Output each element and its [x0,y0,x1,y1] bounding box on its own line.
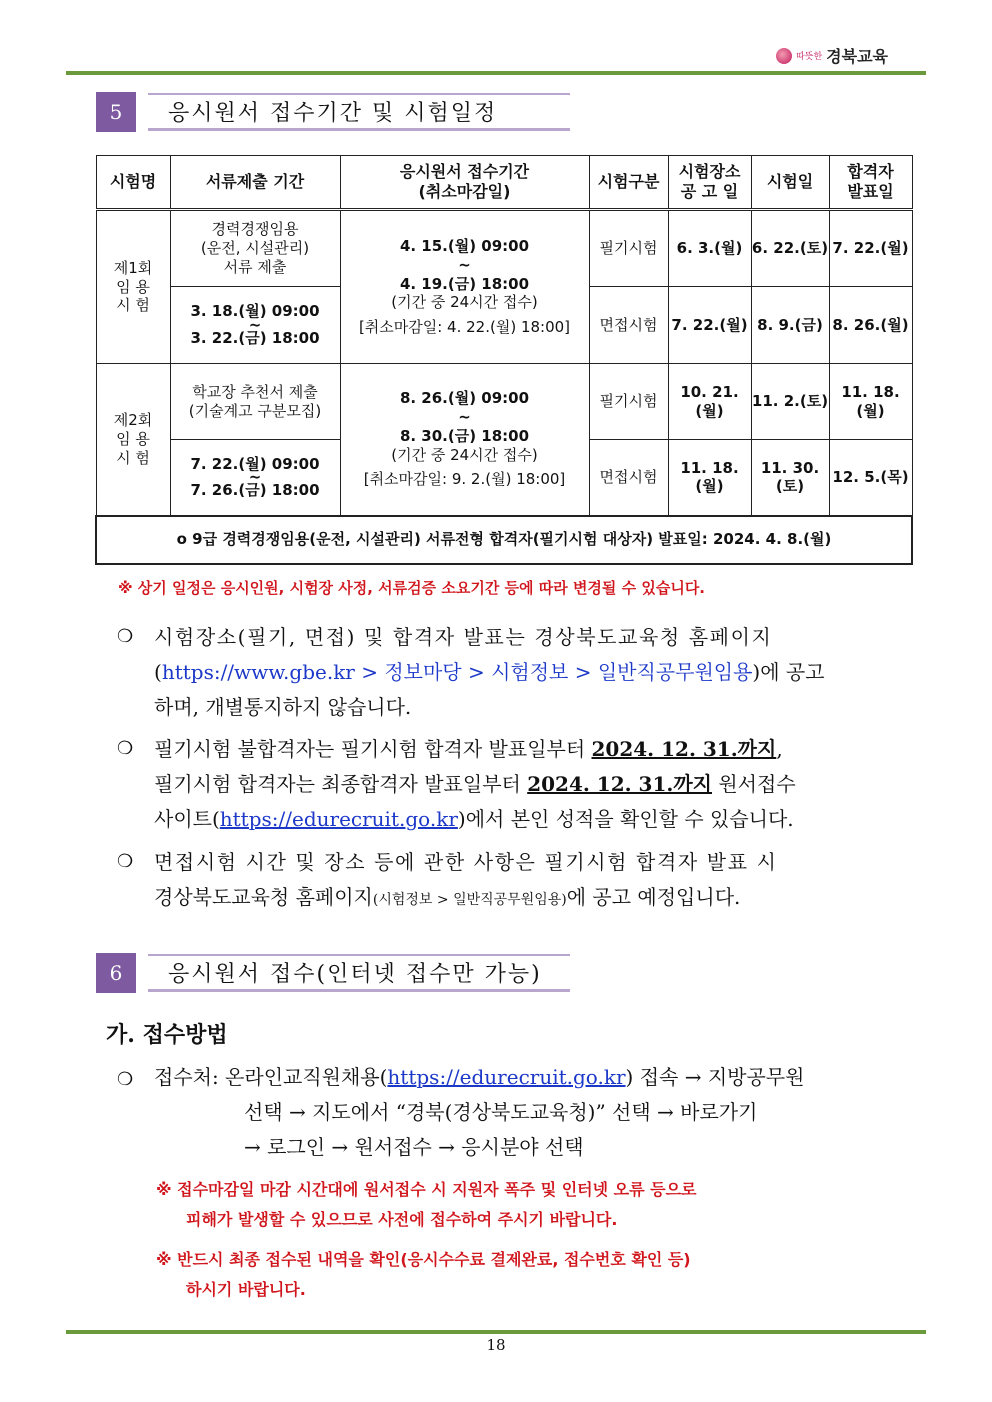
bullet-icon: ❍ [117,1069,134,1090]
bullet-icon: ❍ [117,851,134,872]
round2-interview-venue: 11. 18.(월) [668,440,751,516]
footer-rule [66,1330,926,1334]
round1-apply [340,210,589,364]
round2-name-line3: 시 험 [116,448,150,467]
p4-line1-text: 접수처: 온라인교직원채용( [154,1065,388,1089]
p3-line2-end: 에 공고 예정입니다. [566,885,741,909]
round2-apply-tilde: ~ [458,408,471,427]
round1-name-line3: 시 험 [116,296,150,315]
round1-apply-tilde: ~ [458,255,471,274]
edurecruit-link[interactable]: https://edurecruit.go.kr [219,807,458,831]
round1-written-type: 필기시험 [589,210,668,287]
round2-doc-b-tilde: ~ [248,468,262,487]
round2-apply2: 8. 30.(금) 18:00 [399,426,530,445]
round2-name [96,364,170,516]
round1-doc-b1: 3. 18.(월) 09:00 [190,302,320,321]
round2-apply [340,364,589,516]
round1-apply1: 4. 15.(월) 09:00 [399,237,530,256]
round2-written-date: 11. 2.(토) [751,364,829,440]
p1-line3: 하며, 개별통지하지 않습니다. [154,695,412,719]
p4-line3: → 로그인 → 원서접수 → 응시분야 선택 [244,1135,584,1159]
bullet-icon: ❍ [117,738,134,759]
table-note: o 9급 경력경쟁임용(운전, 시설관리) 서류전형 합격자(필기시험 대상자) 발표일: 2024. 4. 8.(월) [96,516,912,564]
th-doc-period: 서류제출 기간 [170,156,340,210]
th-apply-period [340,156,589,210]
logo-emblem-icon [776,48,792,64]
p4-line2: 선택 → 지도에서 “경북(경상북도교육청)” 선택 → 바로가기 [244,1100,758,1124]
round2-apply3: (기간 중 24시간 접수) [391,445,538,464]
p1-line1: 시험장소(필기, 면접) 및 합격자 발표는 경상북도교육청 홈페이지 [154,625,773,649]
round1-doc-a3: 서류 제출 [223,257,287,276]
round1-written-date: 6. 22.(토) [751,210,829,287]
logo-slogan: 따뜻한 [796,52,823,62]
p3-line1: 면접시험 시간 및 장소 등에 관한 사항은 필기시험 합격자 발표 시 [154,850,778,874]
round1-interview-venue: 7. 22.(월) [668,287,751,364]
round2-doc-b2: 7. 26.(금) 18:00 [190,481,320,500]
schedule-table [95,155,913,565]
p2-line1-text: 필기시험 불합격자는 필기시험 합격자 발표일부터 [154,737,592,761]
round1-doc-b2: 3. 22.(금) 18:00 [190,329,320,347]
section5-title: 응시원서 접수기간 및 시험일정 [148,93,570,131]
p1-line2-close: )에 공고 [752,660,825,684]
p2-line3-text: 사이트( [154,807,220,831]
round1-doc-a [170,210,340,287]
round1-apply2: 4. 19.(금) 18:00 [399,274,530,293]
round1-written-venue: 6. 3.(월) [668,210,751,287]
confirm-submission-warning [156,1245,901,1305]
round1-name-line2: 임 용 [116,277,150,296]
paragraph-venue-notice [154,620,899,725]
round2-doc-a1: 학교장 추천서 제출 [192,382,318,401]
th-apply-line1: 응시원서 접수기간 [399,162,530,181]
round2-doc-b [170,440,340,516]
round1-interview-type: 면접시험 [589,287,668,364]
schedule-change-warning: ※ 상기 일정은 응시인원, 시험장 사정, 서류검증 소요기간 등에 따라 변경될 수 있습니다. [118,579,706,597]
round1-name [96,210,170,364]
round1-doc-b-tilde: ~ [248,316,262,334]
table-note-row [96,516,912,564]
round1-interview-pass: 8. 26.(월) [829,287,912,364]
bullet-icon: ❍ [117,626,134,647]
th-venue-date [668,156,751,210]
round2-interview-date: 11. 30.(토) [751,440,829,516]
logo-text: 경북교육 [826,47,888,66]
table-row [96,364,912,440]
p2-line2-end: 원서접수 [712,772,796,796]
round1-name-line1: 제1회 [113,258,153,277]
paragraph-application-site [154,1060,899,1165]
th-venue-line1: 시험장소 [678,162,741,181]
th-apply-line2: (취소마감일) [418,182,511,201]
section6-title: 응시원서 접수(인터넷 접수만 가능) [148,954,570,992]
th-exam-name: 시험명 [96,156,170,210]
th-exam-type: 시험구분 [589,156,668,210]
p2-line2-text: 필기시험 합격자는 최종합격자 발표일부터 [154,772,528,796]
header-logo [776,44,888,67]
warning3-line2: 하시기 바랍니다. [186,1280,306,1299]
th-pass-date [829,156,912,210]
round1-apply4: [취소마감일: 4. 22.(월) 18:00] [358,318,571,337]
p4-line1-end: ) 접속 → 지방공무원 [625,1065,805,1089]
table-header-row [96,156,912,210]
warning2-line2: 피해가 발생할 수 있으므로 사전에 접수하여 주시기 바랍니다. [186,1210,618,1229]
p3-line2-text: 경상북도교육청 홈페이지 [154,885,373,909]
round2-name-line1: 제2회 [113,411,153,430]
header-rule [66,71,926,75]
p2-line1-end: , [776,737,783,761]
paragraph-score-check [154,732,899,837]
section6-number: 6 [96,953,136,993]
round1-apply3: (기간 중 24시간 접수) [391,293,538,312]
paragraph-interview-notice [154,845,899,918]
gbe-site-link[interactable]: https://www.gbe.kr > 정보마당 > 시험정보 > 일반직공무원임용 [161,660,753,684]
round2-doc-a2: (기술계고 구분모집) [188,401,322,420]
round2-written-type: 필기시험 [589,364,668,440]
th-pass-line1: 합격자 [847,162,894,181]
round1-doc-a1: 경력경쟁임용 [211,220,299,239]
round2-name-line2: 임 용 [116,429,150,448]
warning3-line1: ※ 반드시 최종 접수된 내역을 확인(응시수수료 결제완료, 접수번호 확인 등) [156,1250,691,1269]
round1-doc-b [170,287,340,364]
p2-line1-deadline: 2024. 12. 31.까지 [591,737,777,761]
table-row [96,210,912,287]
section5-number: 5 [96,92,136,132]
round1-doc-a2: (운전, 시설관리) [200,239,310,258]
sub-heading-method: 가. 접수방법 [106,1022,228,1048]
deadline-rush-warning [156,1175,901,1235]
th-exam-date: 시험일 [751,156,829,210]
p3-line2-path: (시험정보 > 일반직공무원임용) [372,892,567,908]
round2-interview-type: 면접시험 [589,440,668,516]
round2-doc-a [170,364,340,440]
round2-doc-b1: 7. 22.(월) 09:00 [190,454,320,473]
round2-written-pass: 11. 18.(월) [829,364,912,440]
th-venue-line2: 공 고 일 [680,182,739,201]
round2-apply4: [취소마감일: 9. 2.(월) 18:00] [363,470,566,489]
round1-interview-date: 8. 9.(금) [751,287,829,364]
page-number: 18 [486,1336,506,1354]
p1-line2-open: ( [154,660,162,684]
round2-apply1: 8. 26.(월) 09:00 [399,389,530,408]
round2-interview-pass: 12. 5.(목) [829,440,912,516]
edurecruit-link[interactable]: https://edurecruit.go.kr [387,1065,626,1089]
th-pass-line2: 발표일 [847,182,894,201]
round1-written-pass: 7. 22.(월) [829,210,912,287]
round2-written-venue: 10. 21.(월) [668,364,751,440]
p2-line2-deadline: 2024. 12. 31.까지 [527,772,712,796]
warning2-line1: ※ 접수마감일 마감 시간대에 원서접수 시 지원자 폭주 및 인터넷 오류 등으로 [156,1180,697,1199]
p2-line3-end: )에서 본인 성적을 확인할 수 있습니다. [457,807,794,831]
